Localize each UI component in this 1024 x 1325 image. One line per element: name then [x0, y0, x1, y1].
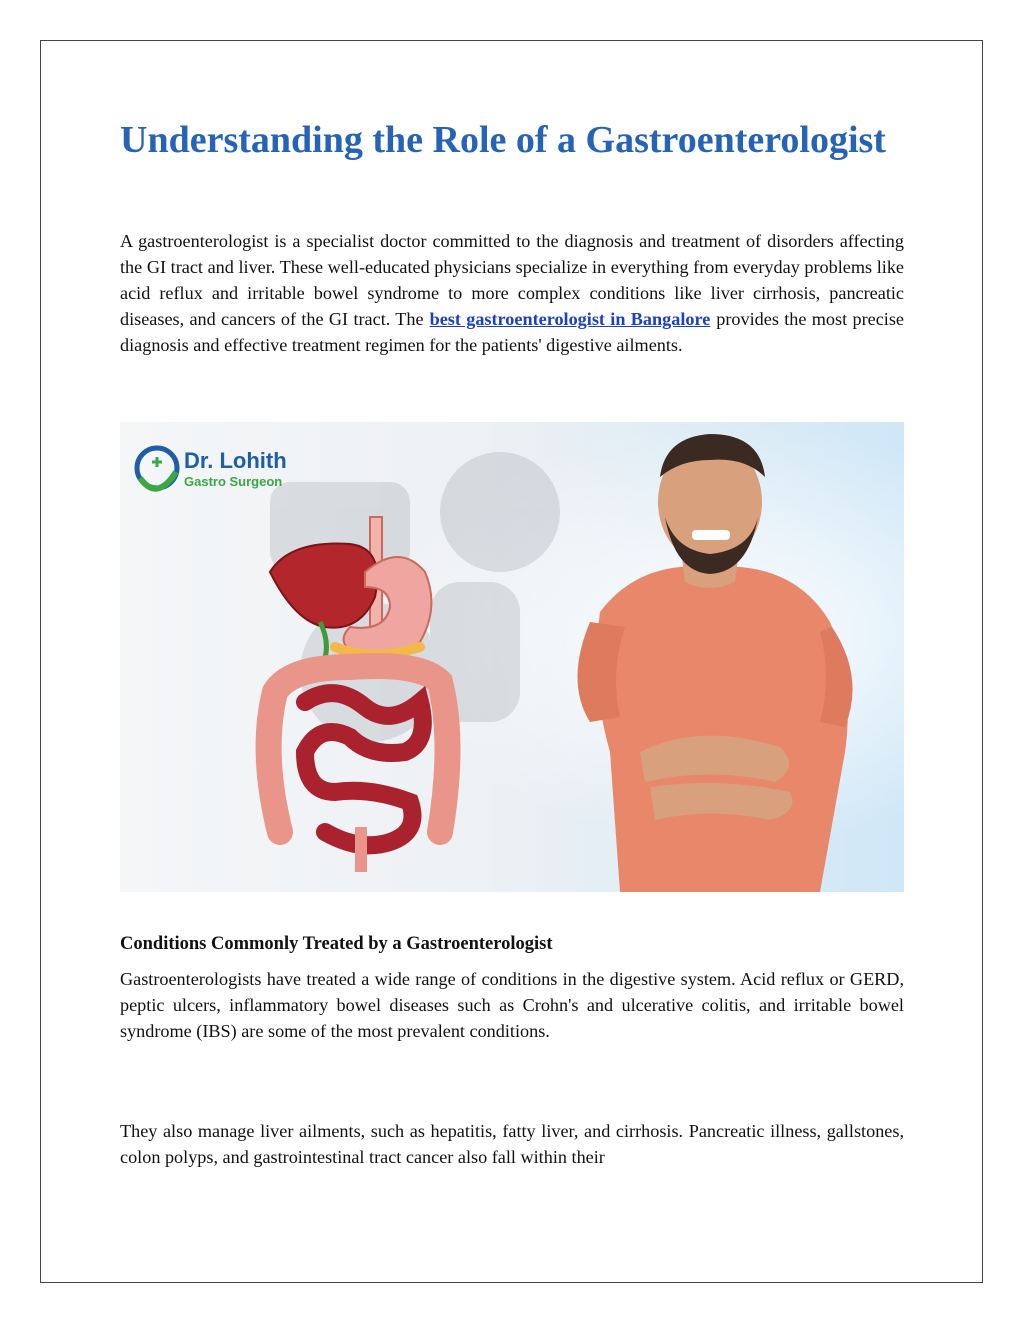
conditions-paragraph-2: They also manage liver ailments, such as hepatitis, fatty liver, and cirrhosis. Pancreatic illness, gallstones, colon polyps, and gastrointestinal tract cancer also fall within their	[120, 1121, 904, 1167]
conditions-paragraph-1: Gastroenterologists have treated a wide range of conditions in the digestive system. Acid reflux or GERD, peptic ulcers, inflammatory bowel diseases such as Crohn's and ulcerative colitis, and irritable bowel syndrome (IBS) are some of the most prevalent conditions.	[120, 969, 904, 1041]
hero-image	[120, 422, 904, 892]
conditions-heading: Conditions Commonly Treated by a Gastroenterologist	[120, 934, 553, 954]
intro-text-after-link: provides the most precise diagnosis and effective treatment regimen for the patients' digestive ailments.	[120, 309, 904, 355]
logo-subtitle: Gastro Surgeon	[184, 474, 283, 489]
page-title: Understanding the Role of a Gastroenterologist	[120, 119, 886, 161]
intro-text-before-link: A gastroenterologist is a specialist doctor committed to the diagnosis and treatment of disorders affecting the GI tract and liver. These well-educated physicians specialize in everything from everyday problems like acid reflux and irritable bowel syndrome to more complex conditions like liver cirrhosis, pancreatic diseases, and cancers of the GI tract. The	[120, 231, 904, 329]
logo-title: Dr. Lohith	[184, 448, 287, 473]
intro-paragraph	[120, 228, 904, 358]
best-gastroenterologist-link[interactable]: best gastroenterologist in Bangalore	[429, 309, 711, 329]
